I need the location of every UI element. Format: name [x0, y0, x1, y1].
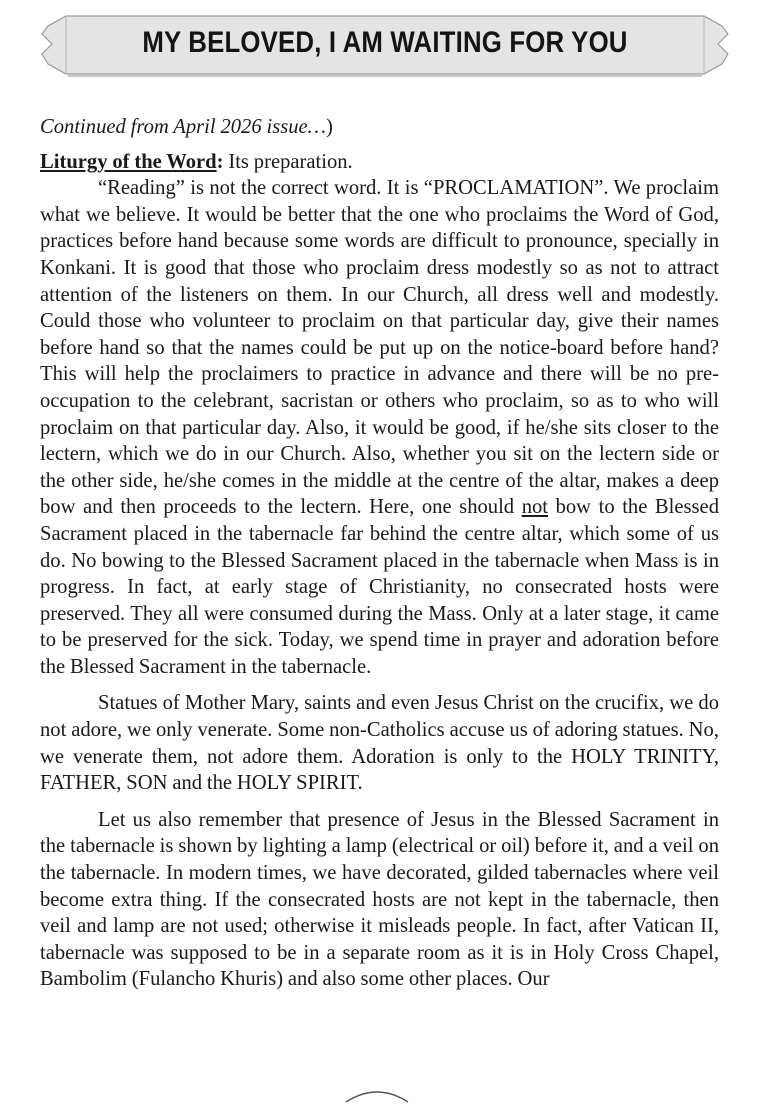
continued-note-text: Continued from April 2026 issue…: [40, 116, 326, 138]
continued-note: [40, 114, 719, 141]
continued-note-close: ): [326, 116, 333, 138]
paragraph-1-part-b: bow to the Blessed Sacrament placed in the tabernacle far behind the centre altar, which some of us do. No bowing to the Blessed Sacrament placed in the tabernacle when Mass is in progress. In fact, at early stage of Christianity, no consecrated hosts were preserved. They all were consumed during the Mass. Only at a later stage, it came to be preserved for the sick. Today, we spend time in prayer and adoration before the Blessed Sacrament in the tabernacle.: [40, 496, 719, 678]
page-ornament-icon: [344, 1084, 410, 1104]
section-heading-label: Liturgy of the Word: [40, 150, 217, 173]
emphasis-not: not: [521, 496, 549, 519]
title-banner: [38, 12, 732, 78]
section-subtitle: Its preparation.: [223, 150, 353, 173]
paragraph-3: Let us also remember that presence of Jesus in the Blessed Sacrament in the tabernacle is shown by lighting a lamp (electrical or oil) before it, and a veil on the tabernacle. In modern times, we have decorated, gilded tabernacles where veil become extra thing. If the consecrated hosts are not kept in the tabernacle, then veil and lamp are not used; otherwise it misleads people. In fact, after Vatican II, tabernacle was supposed to be in a separate room as it is in Holy Cross Chapel, Bambolim (Fulancho Khuris) and also some other places. Our: [40, 808, 719, 991]
page-title: MY BELOVED, I AM WAITING FOR YOU: [142, 26, 628, 59]
paragraph-2: Statues of Mother Mary, saints and even Jesus Christ on the crucifix, we do not adore, we only venerate. Some non-Catholics accuse us of adoring statues. No, we venerate them, not adore them. Adoration is only to the HOLY TRINITY, FATHER, SON and the HOLY SPIRIT.: [40, 692, 719, 795]
paragraph-1: [40, 175, 719, 680]
section-heading-colon: :: [216, 150, 224, 173]
article-body: [40, 114, 719, 993]
section-heading: [40, 149, 719, 176]
paragraph-1-part-a: “Reading” is not the correct word. It is “PROCLAMATION”. We proclaim what we believe. It would be better that the one who proclaims the Word of God, practices before hand because some words are difficult to pronounce, specially in Konkani. It is good that those who proclaim dress modestly so as not to attract attention of the listeners on them. In our Church, all dress well and modestly. Could those who volunteer to proclaim on that particular day, give their names before hand so that the names could be put up on the notice-board before hand? This will help the proclaimers to practice in advance and there will be no pre-occupation to the celebrant, sacristan or others who proclaim, so as to who will proclaim on that particular day. Also, it would be good, if he/she sits closer to the lectern, which we do in our Church. Also, whether you sit on the lectern side or the other side, he/she comes in the middle at the centre of the altar, makes a deep bow and then proceeds to the lectern. Here, one should: [40, 177, 719, 519]
